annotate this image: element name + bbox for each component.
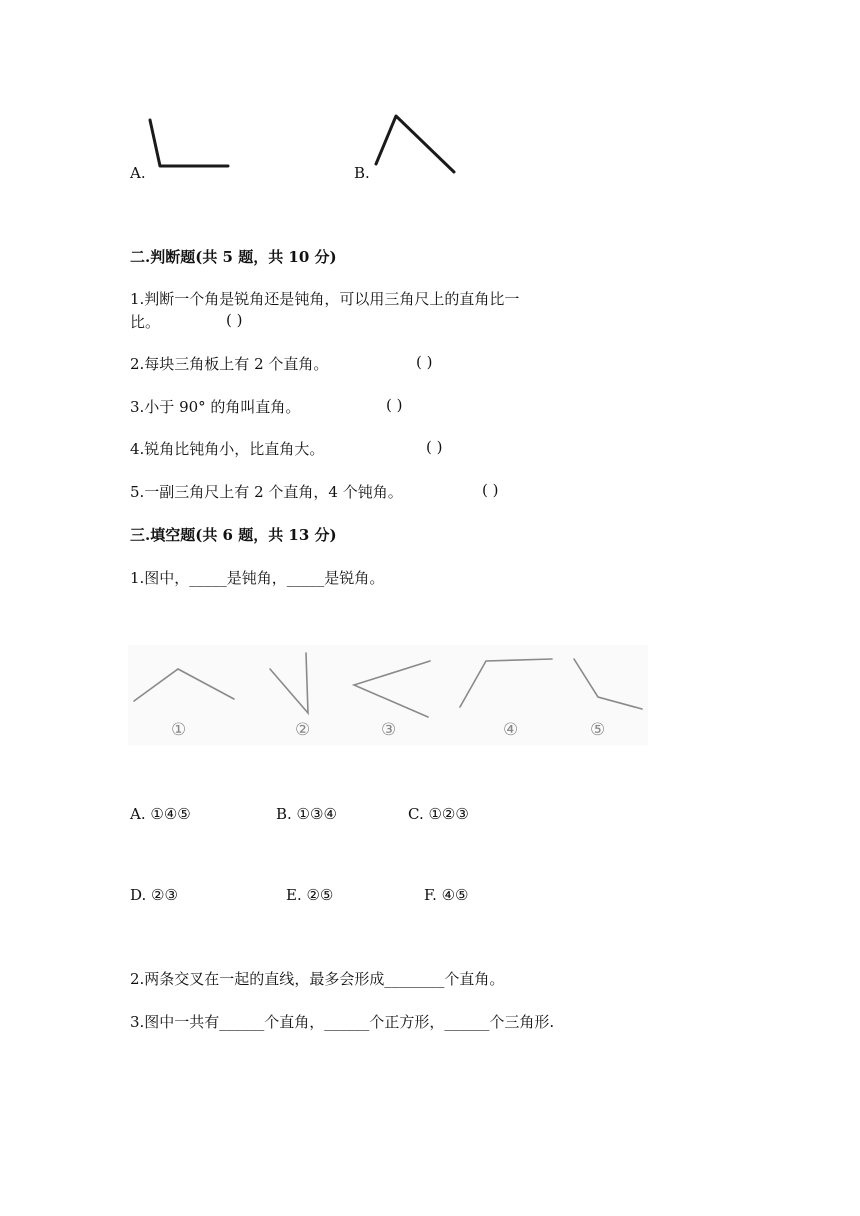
option-b[interactable]: B. ①③④: [276, 805, 337, 823]
angle-label-2: ②: [295, 720, 311, 740]
section3-heading: 三.填空题(共 6 题，共 13 分): [130, 526, 337, 544]
judge-item-3: 3.小于 90° 的角叫直角。: [130, 398, 301, 416]
judge-item-5: 5.一副三角尺上有 2 个直角，4 个钝角。: [130, 483, 403, 501]
angle-label-3: ③: [381, 720, 397, 740]
figure-a-right-angle: [140, 110, 240, 180]
fill-q1: 1.图中，_____是钝角，_____是锐角。: [130, 569, 385, 587]
judge-item-2: 2.每块三角板上有 2 个直角。: [130, 355, 329, 373]
judge-item-3-answer-paren[interactable]: ( ): [386, 396, 403, 414]
option-e[interactable]: E. ②⑤: [286, 886, 334, 904]
fill-q3: 3.图中一共有______个直角，______个正方形，______个三角形.: [130, 1013, 555, 1031]
fill-q2: 2.两条交叉在一起的直线，最多会形成________个直角。: [130, 970, 505, 988]
judge-item-4: 4.锐角比钝角小，比直角大。: [130, 440, 325, 458]
judge-item-2-answer-paren[interactable]: ( ): [416, 353, 433, 371]
judge-item-1-line2: 比。: [130, 313, 161, 331]
angle-label-1: ①: [171, 720, 187, 740]
judge-item-4-answer-paren[interactable]: ( ): [426, 438, 443, 456]
figure-a-label: A.: [130, 164, 146, 182]
angle-label-5: ⑤: [590, 720, 606, 740]
figure-b-acute-angle: [368, 108, 468, 178]
angle-label-4: ④: [503, 720, 519, 740]
option-c[interactable]: C. ①②③: [408, 805, 469, 823]
judge-item-1-line1: 1.判断一个角是锐角还是钝角，可以用三角尺上的直角比一: [130, 290, 520, 308]
figure-b-label: B.: [354, 164, 370, 182]
judge-item-1-answer-paren[interactable]: ( ): [226, 311, 243, 329]
option-a[interactable]: A. ①④⑤: [130, 805, 191, 823]
option-f[interactable]: F. ④⑤: [424, 886, 469, 904]
option-d[interactable]: D. ②③: [130, 886, 178, 904]
judge-item-5-answer-paren[interactable]: ( ): [482, 481, 499, 499]
section2-heading: 二.判断题(共 5 题，共 10 分): [130, 248, 337, 266]
